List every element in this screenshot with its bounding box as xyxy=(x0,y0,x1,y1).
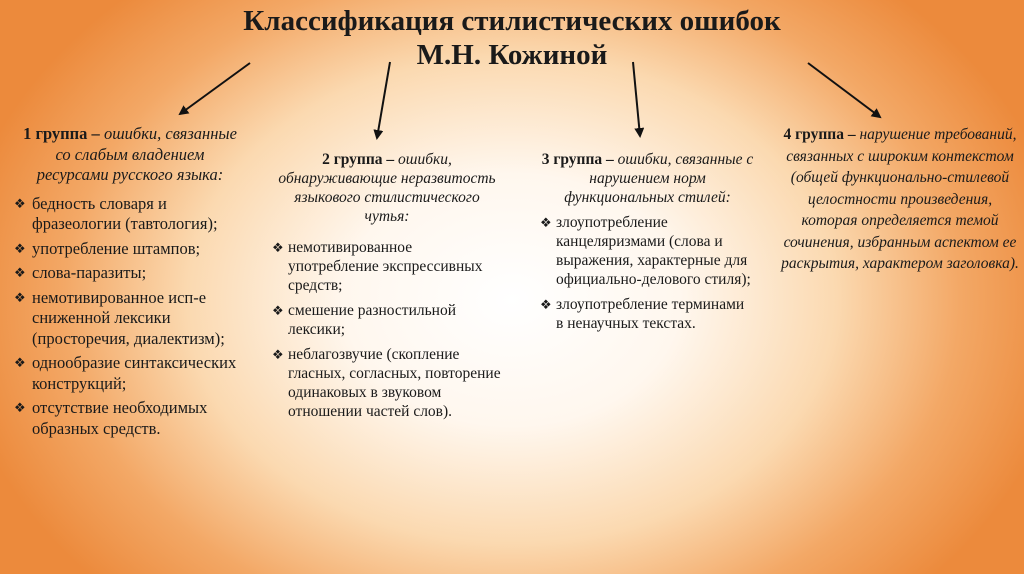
diamond-bullet-icon: ❖ xyxy=(14,289,26,305)
group-2-label: 2 группа – xyxy=(322,151,395,168)
list-item xyxy=(14,263,254,284)
list-item xyxy=(14,194,254,235)
group-4-heading xyxy=(780,124,1020,275)
diamond-bullet-icon: ❖ xyxy=(14,265,26,280)
group-3-heading xyxy=(540,150,755,207)
group-1-column xyxy=(14,124,254,443)
diamond-bullet-icon: ❖ xyxy=(14,400,26,415)
list-item xyxy=(272,238,502,295)
list-item xyxy=(14,239,254,260)
diamond-bullet-icon: ❖ xyxy=(540,297,552,312)
list-item xyxy=(14,353,254,394)
diamond-bullet-icon: ❖ xyxy=(14,195,26,211)
list-item xyxy=(14,288,254,350)
list-item-text: злоупотребление терминами в ненаучных текстах. xyxy=(556,296,745,332)
arrow-group-1 xyxy=(180,63,250,114)
group-3-list xyxy=(540,213,755,333)
list-item xyxy=(272,301,502,339)
list-item xyxy=(540,295,755,333)
list-item-text: употребление штампов; xyxy=(32,238,201,258)
group-4-label: 4 группа – xyxy=(783,126,856,143)
group-2-description: ошибки, обнаруживающие неразвитость языкового стилистического чутья: xyxy=(278,151,496,225)
title-line-1: Классификация стилистических ошибок xyxy=(243,5,781,37)
list-item-text: смешение разностильной лексики; xyxy=(288,302,457,338)
group-1-label: 1 группа – xyxy=(23,124,100,143)
group-4-description: нарушение требований, связанных с широким контекстом (общей функционально-стилевой целостности произведения, которая определяется темой сочинения, избранным аспектом ее раскрытия, характером заголовка). xyxy=(781,126,1019,272)
diamond-bullet-icon: ❖ xyxy=(14,240,26,256)
list-item-text: слова-паразиты; xyxy=(32,263,147,282)
diamond-bullet-icon: ❖ xyxy=(272,303,284,318)
list-item xyxy=(14,398,254,439)
diamond-bullet-icon: ❖ xyxy=(14,355,26,370)
group-2-list xyxy=(272,238,502,421)
group-4-column xyxy=(780,124,1020,275)
group-3-label: 3 группа – xyxy=(541,151,614,168)
diamond-bullet-icon: ❖ xyxy=(272,347,284,362)
list-item xyxy=(272,345,502,421)
arrow-group-3 xyxy=(633,62,640,136)
group-1-list xyxy=(14,194,254,440)
group-2-column xyxy=(272,150,502,427)
list-item-text: немотивированное употребление экспрессивных средств; xyxy=(288,239,483,294)
arrow-group-4 xyxy=(808,63,880,117)
diamond-bullet-icon: ❖ xyxy=(272,240,284,255)
list-item-text: злоупотребление канцеляризмами (слова и выражения, характерные для официально-делового стиля); xyxy=(556,214,751,288)
group-3-description: ошибки, связанные с нарушением норм функциональных стилей: xyxy=(564,151,754,206)
list-item-text: отсутствие необходимых образных средств. xyxy=(32,398,208,438)
arrow-group-2 xyxy=(377,62,390,138)
diamond-bullet-icon: ❖ xyxy=(540,215,552,230)
list-item-text: немотивированное исп-е сниженной лексики (просторечия, диалектизм); xyxy=(32,287,225,348)
list-item-text: бедность словаря и фразеологии (тавтология); xyxy=(32,193,218,233)
list-item-text: однообразие синтаксических конструкций; xyxy=(32,353,237,393)
group-2-heading xyxy=(272,150,502,226)
title-line-2: М.Н. Кожиной xyxy=(416,39,608,71)
list-item xyxy=(540,213,755,289)
group-1-heading xyxy=(20,124,240,186)
list-item-text: неблагозвучие (скопление гласных, согласных, повторение одинаковых в звуковом отношении частей слов). xyxy=(288,346,501,420)
group-3-column xyxy=(540,150,755,339)
group-1-description: ошибки, связанные со слабым владением ресурсами русского языка: xyxy=(36,124,237,184)
